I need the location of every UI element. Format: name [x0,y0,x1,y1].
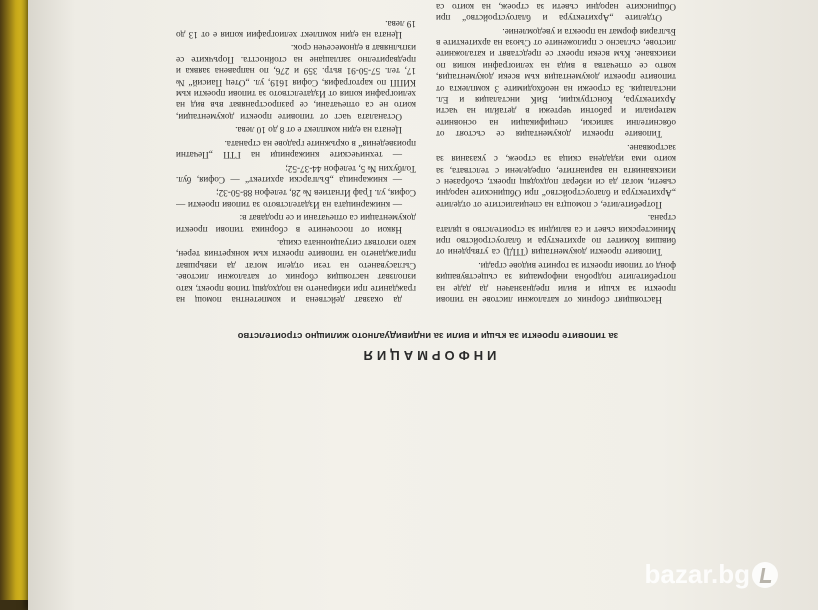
paragraph: Потребителите, с помощта на специалистите от отделите „Архитектура и благоустройство“ при Общинските народни съвети, могат да си изберат подходящ проект, съобразен с изискванията на вариантите, определени с телствата, за които има издадена скица за строеж, с указания за застрояване. [436,142,676,210]
paragraph: Отделите „Архитектура и благоустройство“ при Общинските народни съвети за строеж, на които са [436,1,676,24]
bazar-logo-icon [752,562,778,588]
paragraph: Типовите проекти документация се състоят от обяснителни записки, спецификации на основните материали и работни чертежи в детайли на части Архитектура, Конструкции, ВиК инсталация и Ел. инсталация. За строежи на необходимите 3 комплекта от типовите проекти документация към всеки документация, която се отпечатва в вида на хелиографни копия по изискване. Към всеки проект се представят и каталожните листове, съгласно с приложените от Съюза на архитектите в България формат на проекта и уведомление. [436,26,676,140]
paragraph: да оказват действена и компетентна помощ на гражданите при избирането на подходящ типов проект, като използват настоящия сборник от каталожни листове. Съгласуването на тези отдели могат да извършват пригаждането на типовите проекти към конкретния терен, като изготвят ситуационната скица. [176,237,416,305]
paragraph: Настоящият сборник от каталожни листове на типови проекти за къщи и вили предназначен да даде на потребителите подробна информация за съществуващия фонд от типови проекти за горните видове сгради. [436,260,676,305]
watermark-logo [645,559,778,590]
rotated-document [68,1,788,595]
paragraph: Цената на един комплект хелиографии копия е от 13 до 19 лева. [176,18,416,41]
document-subtitle: за типовите проекти за къщи и вили за индивидуалното жилищно строителство [237,330,619,341]
book-page [28,0,818,610]
left-text-column [436,0,676,305]
right-text-column [176,15,416,305]
paragraph: Останалата част от типовите проекти документации, които не са отпечатани, се разпространяват във вид на хелиографни копия от Издателството за типови проекти към КИПП по картография, София 1619, ул. „Отец Паисий“ № 17, тел. 57-50-91 вътр. 359 и 276, по направена заявка и предварително заплащане на стойността. Поръчките се изпълняват в едномесечен срок. [176,43,416,122]
watermark-text: bazar.bg [644,559,750,589]
paragraph: Някои от посочените в сборника типови проекти документации са отпечатани и се продават в: [176,213,416,235]
paragraph: Цената на един комплект е от 8 до 10 лева. [235,125,402,136]
paragraph: — книжарница „Български архитект“ — София, бул. Толбухин № 5, телефон 44-37-52; [176,163,416,185]
document-heading: ИНФОРМАЦИЯ [359,348,497,363]
paragraph: Типовите проекти документация (ТПД) са утвърдени от бившия Комитет по архитектура и благоустройство при Министерския съвет и са валидни за строителство в цялата страна. [436,213,676,258]
paragraph: — техническите книжарници на ГТП „Печатни произведения“ в окръжните градове на страната. [176,138,416,161]
paragraph: — книжарницата на Издателството за типови проекти — София, ул. Граф Игнатиев № 28, телефон 88-50-32; [176,188,416,210]
